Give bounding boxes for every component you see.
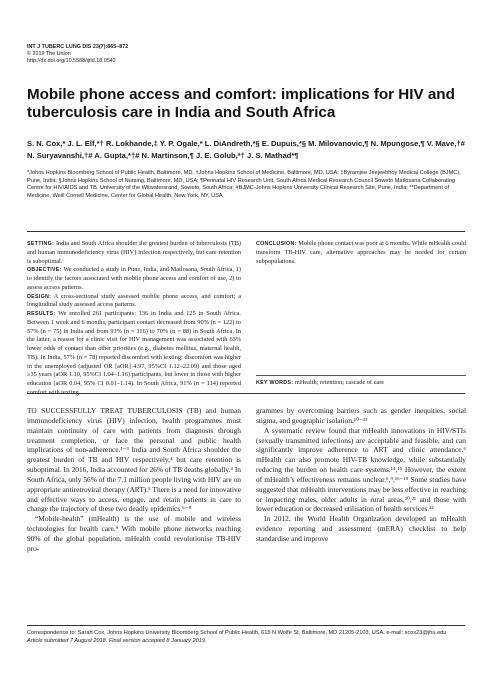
conclusion-text: Mobile phone contact was poor at 6 months. While mHealth could transform TB-HIV care, alternative approaches may be needed for certain subpopulations. bbox=[256, 240, 466, 265]
setting-text: India and South Africa shoulder the greatest burden of tuberculosis (TB) and human immunodeficiency virus (HIV) infection respectively, but care retention is suboptimal. bbox=[27, 240, 241, 265]
objective-text: We conducted a study in Pune, India, and Matlosana, South Africa, 1) to identify the factors associated with mobile phone access and comfort of use, 2) to assess access patterns. bbox=[27, 266, 241, 291]
body-paragraph-3: grammes by overcoming barriers such as gender inequities, social stigma, and geographic isolation.¹⁰⁻¹³ bbox=[256, 406, 466, 425]
abstract-bottom-rule bbox=[27, 393, 465, 394]
abstract-design bbox=[27, 293, 241, 311]
submission-dates: Article submitted 7 August 2018. Final version accepted 8 January 2019. bbox=[27, 637, 207, 644]
abstract-top-rule bbox=[27, 231, 465, 232]
results-label: RESULTS: bbox=[27, 311, 56, 317]
affiliations: *Johns Hopkins Bloomberg School of Public Health, Baltimore, MD, †Johns Hopkins School of Medicine, Baltimore, MD, USA; ‡Byramjee Jeejeebhoy Medical College (BJMC), Pune, India; §Johns Hopkins School of Nursing, Baltimore, MD, USA; ¶Perinatal HIV Research Unit, South Africa Medical Research Council Soweto Matlosana Collaborating Centre for HIV/AIDS and TB, University of the Witwatersrand, Soweto, South Africa; #BJMC-Johns Hopkins University Clinical Research Site, Pune, India; **Department of Medicine, Weill Cornell Medicine, Center for Global Health, New York, NY, USA bbox=[27, 170, 461, 199]
abstract-conclusion bbox=[256, 240, 466, 266]
design-text: A cross-sectional study assessed mobile phone access, and comfort; a longitudinal study assessed access patterns. bbox=[27, 292, 241, 309]
setting-label: SETTING: bbox=[27, 241, 55, 247]
journal-doi: http://dx.doi.org/10.5588/ijtld.18.0542 bbox=[27, 58, 116, 65]
conclusion-label: CONCLUSION: bbox=[256, 241, 297, 247]
abstract-right-column bbox=[256, 240, 466, 266]
keywords-rule bbox=[256, 375, 466, 376]
body-right-column bbox=[256, 406, 466, 544]
abstract-setting bbox=[27, 240, 241, 266]
body-paragraph-2: “Mobile-health” (mHealth) is the use of mobile and wireless technologies for health care.⁹ With mobile phone networks reaching 90% of the global population, mHealth could revolutionise TB-HIV pro- bbox=[27, 514, 241, 553]
article-title: Mobile phone access and comfort: implications for HIV and tuberculosis care in India and South Africa bbox=[27, 86, 455, 121]
journal-header bbox=[27, 44, 128, 66]
keywords-text: mHealth; retention; cascade of care bbox=[294, 379, 385, 386]
body-paragraph-4: A systematic review found that mHealth innovations in HIV/STIs (sexually transmitted infections) are acceptable and feasible, and can significantly improve adherence to ART and clinic attendance.⁶ mHealth can also promote HIV-TB knowledge, while substantially reducing the burden on health care systems.¹⁴,¹⁵ However, the extent of mHealth’s effectiveness remains unclear.⁶,⁹,¹⁶⁻¹⁹ Some studies have suggested that mHealth interventions may be less effective in reaching or impacting males, older adults in rural areas,²⁰,²¹ and those with lower education or decreased utilisation of health services.²² bbox=[256, 425, 466, 514]
footnote-rule bbox=[27, 625, 465, 626]
abstract-objective bbox=[27, 266, 241, 292]
author-list: S. N. Cox,* J. L. Elf,*† R. Lokhande,‡ Y. P. Ogale,* L. DiAndreth,*§ E. Dupuis,*§ M. Milovanovic,¶ N. Mpungose,¶ V. Mave,†# N. Suryavanshi,†# A. Gupta,*†# N. Martinson,¶ J. E. Golub,*† J. S. Mathad*¶ bbox=[27, 139, 465, 160]
design-label: DESIGN: bbox=[27, 293, 52, 300]
journal-copyright: © 2019 The Union bbox=[27, 51, 71, 58]
footnote bbox=[27, 630, 467, 645]
correspondence-note: Correspondence to: Sarah Cox, Johns Hopkins University Bloomberg School of Public Health, 615 N Wolfe St, Baltimore, MD 21205-2103, USA. e-mail: scox23@jhu.edu bbox=[27, 630, 447, 636]
abstract-left-column bbox=[27, 240, 241, 398]
results-text: We enrolled 261 participants: 136 in India and 125 in South Africa. Between 1 week and 6 months, participant contact decreased from 90% (n = 122) to 57% (n = 75) in India and from 93% (n = 116) to 70% (n = 88) in South Africa. In the latter, a reason for a clinic visit for HIV management was associated with 63% lower odds of contact than other priorities (e.g., diabetes mellitus, maternal health, TB). In India, 57% (n = 78) reported discomfort with texting; discomfort was higher in the unemployed (adjusted OR [aOR] 4.97, 95%CI 1.12–22.09) and those aged ≥35 years (aOR 1.10, 95%CI 1.04–1.16) participants, but lower in those with higher education (aOR 0.04, 95% CI 0.01–1.14). In South Africa, 91% (n = 114) reported comfort with texting. bbox=[27, 310, 241, 396]
abstract-results bbox=[27, 310, 241, 398]
body-left-column bbox=[27, 406, 241, 554]
journal-citation: INT J TUBERC LUNG DIS 23(7):865–872 bbox=[27, 44, 129, 50]
keywords-label: KEY WORDS: bbox=[256, 380, 294, 386]
body-paragraph-5: In 2012, the World Health Organization developed an mHealth evidence reporting and assessment (mERA) checklist to help standardise and improve bbox=[256, 514, 466, 543]
body-paragraph-1: TO SUCCESSFULLY TREAT TUBERCULOSIS (TB) and human immunodeficiency virus (HIV) infection, health programmes must maintain continuity of care with patients from diagnosis through treatment completion, or face the personal and public health implications of non-adherence.¹⁻³ India and South Africa shoulder the greatest burden of TB and HIV respectively,⁴ but care retention is suboptimal. In 2016, India accounted for 26% of TB deaths globally.⁴ In South Africa, only 56% of the 7.1 million people living with HIV are on appropriate antiretroviral therapy (ART).⁵ There is a need for innovative and effective ways to access, engage, and retain patients in care to change the trajectory of these two deadly epidemics.⁶⁻⁸ bbox=[27, 406, 241, 514]
objective-label: OBJECTIVE: bbox=[27, 267, 62, 274]
keywords bbox=[256, 379, 466, 388]
